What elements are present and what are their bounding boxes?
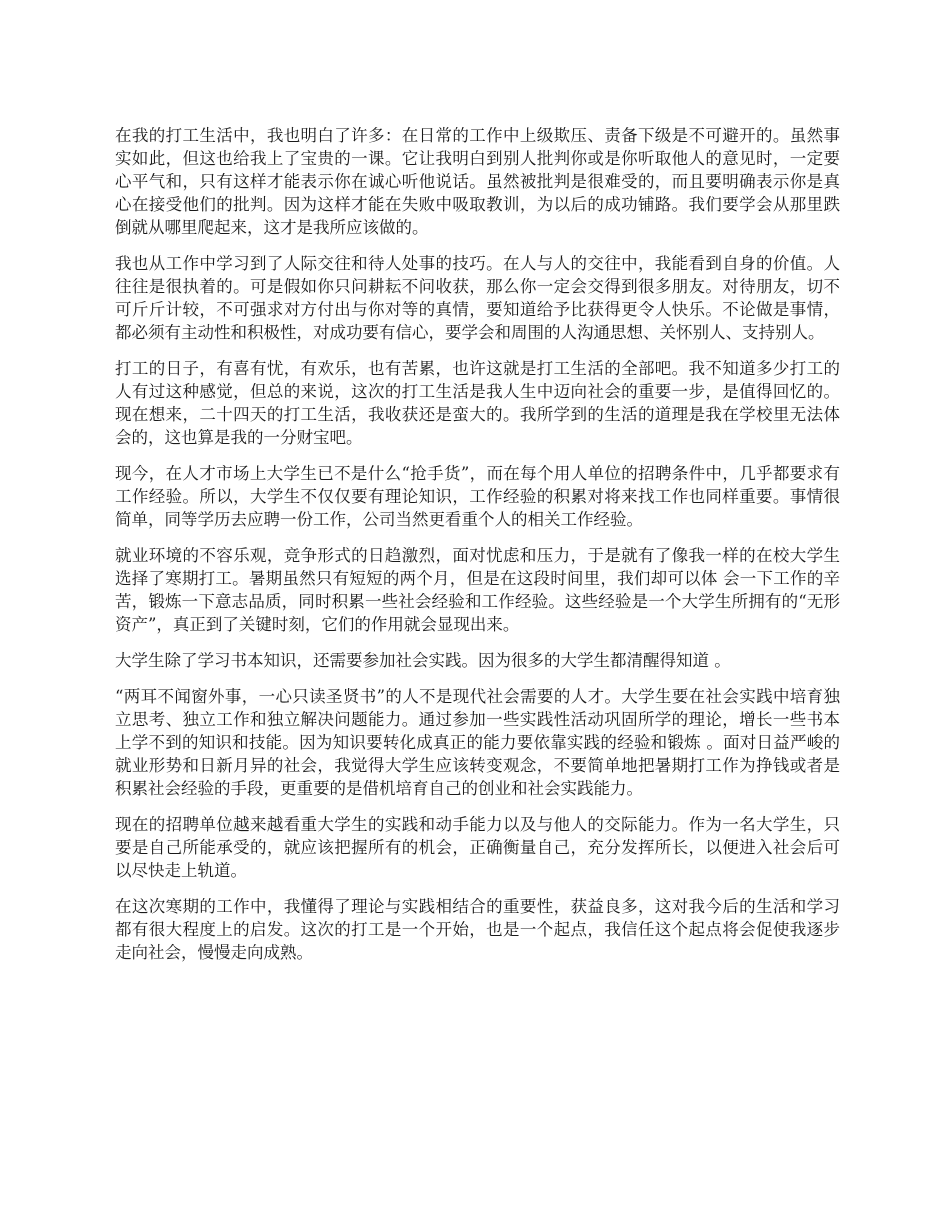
paragraph: “两耳不闻窗外事，一心只读圣贤书”的人不是现代社会需要的人才。大学生要在社会实践中培育独立思考、独立工作和独立解决问题能力。通过参加一些实践性活动巩固所学的理论，增长一些书本上学不到的知识和技能。因为知识要转化成真正的能力要依靠实践的经验和锻炼 。面对日益严峻的就业形势和日新月异的社会，我觉得大学生应该转变观念，不要简单地把暑期打工作为挣钱或者是积累社会经验的手段，更重要的是借机培育自己的创业和社会实践能力。 bbox=[115, 687, 840, 798]
document-body bbox=[115, 124, 840, 977]
paragraph: 现在的招聘单位越来越看重大学生的实践和动手能力以及与他人的交际能力。作为一名大学生，只要是自己所能承受的，就应该把握所有的机会，正确衡量自己，充分发挥所长，以便进入社会后可以尽快走上轨道。 bbox=[115, 815, 840, 880]
paragraph: 在我的打工生活中，我也明白了许多：在日常的工作中上级欺压、责备下级是不可避开的。虽然事实如此，但这也给我上了宝贵的一课。它让我明白到别人批判你或是你听取他人的意见时，一定要心平气和，只有这样才能表示你在诚心听他说话。虽然被批判是很难受的，而且要明确表示你是真心在接受他们的批判。因为这样才能在失败中吸取教训，为以后的成功铺路。我们要学会从那里跌倒就从哪里爬起来，这才是我所应该做的。 bbox=[115, 126, 840, 237]
paragraph: 就业环境的不容乐观，竞争形式的日趋激烈，面对忧虑和压力，于是就有了像我一样的在校大学生选择了寒期打工。暑期虽然只有短短的两个月，但是在这段时间里，我们却可以体 会一下工作的辛苦，锻炼一下意志品质，同时积累一些社会经验和工作经验。这些经验是一个大学生所拥有的“无形资产”，真正到了关键时刻，它们的作用就会显现出来。 bbox=[115, 546, 840, 634]
paragraph: 大学生除了学习书本知识，还需要参加社会实践。因为很多的大学生都清醒得知道 。 bbox=[115, 651, 731, 670]
paragraph: 现今，在人才市场上大学生已不是什么“抢手货”，而在每个用人单位的招聘条件中，几乎都要求有工作经验。所以，大学生不仅仅要有理论知识，工作经验的积累对将来找工作也同样重要。事情很简单，同等学历去应聘一份工作，公司当然更看重个人的相关工作经验。 bbox=[115, 464, 840, 529]
paragraph: 在这次寒期的工作中，我懂得了理论与实践相结合的重要性，获益良多，这对我今后的生活和学习都有很大程度上的启发。这次的打工是一个开始，也是一个起点，我信任这个起点将会促使我逐步走向社会，慢慢走向成熟。 bbox=[115, 897, 840, 962]
paragraph: 我也从工作中学习到了人际交往和待人处事的技巧。在人与人的交往中，我能看到自身的价值。人往往是很执着的。可是假如你只问耕耘不问收获，那么你一定会交得到很多朋友。对待朋友，切不可斤斤计较，不可强求对方付出与你对等的真情，要知道给予比获得更令人快乐。不论做是事情，都必须有主动性和积极性，对成功要有信心，要学会和周围的人沟通思想、关怀别人、支持别人。 bbox=[115, 254, 840, 342]
paragraph: 打工的日子，有喜有忧，有欢乐，也有苦累，也许这就是打工生活的全部吧。我不知道多少打工的人有过这种感觉，但总的来说，这次的打工生活是我人生中迈向社会的重要一步，是值得回忆的。现在想来，二十四天的打工生活，我收获还是蛮大的。我所学到的生活的道理是我在学校里无法体会的，这也算是我的一分财宝吧。 bbox=[115, 359, 840, 447]
